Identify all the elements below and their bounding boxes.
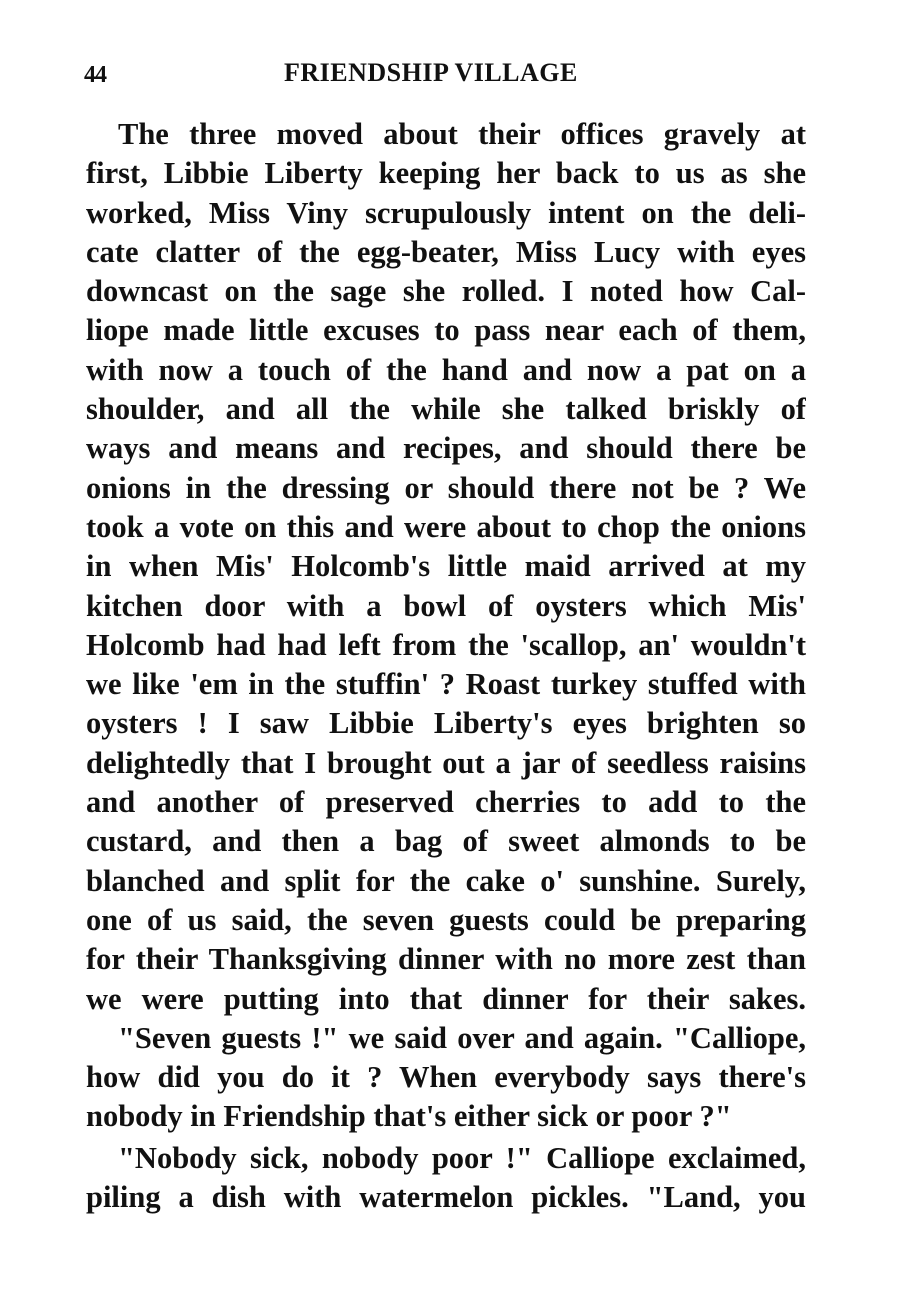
text-line: and another of preserved cherries to add to the <box>86 785 806 820</box>
text-line: ways and means and recipes, and should there be <box>86 431 806 466</box>
text-line: how did you do it ? When everybody says there's <box>86 1060 806 1095</box>
text-line: piling a dish with watermelon pickles. "Land, you <box>86 1180 806 1215</box>
text-line: shoulder, and all the while she talked briskly of <box>86 392 806 427</box>
text-line: blanched and split for the cake o' sunshine. Surely, <box>86 863 806 898</box>
text-line: custard, and then a bag of sweet almonds to be <box>86 824 806 859</box>
text-line: first, Libbie Liberty keeping her back to us as she <box>86 156 806 191</box>
text-line: in when Mis' Holcomb's little maid arrived at my <box>86 549 806 584</box>
text-line: delightedly that I brought out a jar of seedless raisins <box>86 745 806 780</box>
text-line: "Seven guests !" we said over and again. "Calliope, <box>118 1020 806 1055</box>
text-line: one of us said, the seven guests could be preparing <box>86 902 806 937</box>
text-line: Holcomb had had left from the 'scallop, an' wouldn't <box>86 627 806 662</box>
text-line: downcast on the sage she rolled. I noted how Cal- <box>86 274 806 309</box>
text-line: we like 'em in the stuffin' ? Roast turkey stuffed with <box>86 667 806 702</box>
body-text <box>86 115 806 1217</box>
text-line: with now a touch of the hand and now a pat on a <box>86 352 806 387</box>
text-line: "Nobody sick, nobody poor !" Calliope exclaimed, <box>118 1140 806 1175</box>
text-line: we were putting into that dinner for their sakes. <box>86 981 806 1016</box>
page-header <box>0 58 900 98</box>
text-line: for their Thanksgiving dinner with no more zest than <box>86 942 806 977</box>
text-line: kitchen door with a bowl of oysters which Mis' <box>86 588 806 623</box>
text-line: oysters ! I saw Libbie Liberty's eyes brighten so <box>86 706 806 741</box>
text-line: worked, Miss Viny scrupulously intent on the deli- <box>86 195 806 230</box>
page-number: 44 <box>84 62 106 88</box>
text-line: liope made little excuses to pass near each of them, <box>86 313 806 348</box>
text-line: onions in the dressing or should there not be ? We <box>86 470 806 505</box>
text-line: took a vote on this and were about to chop the onions <box>86 509 806 544</box>
text-line: nobody in Friendship that's either sick or poor ?" <box>86 1099 732 1134</box>
running-title: FRIENDSHIP VILLAGE <box>284 58 578 87</box>
text-line: cate clatter of the egg-beater, Miss Lucy with eyes <box>86 234 806 269</box>
text-line: The three moved about their offices gravely at <box>118 117 806 151</box>
